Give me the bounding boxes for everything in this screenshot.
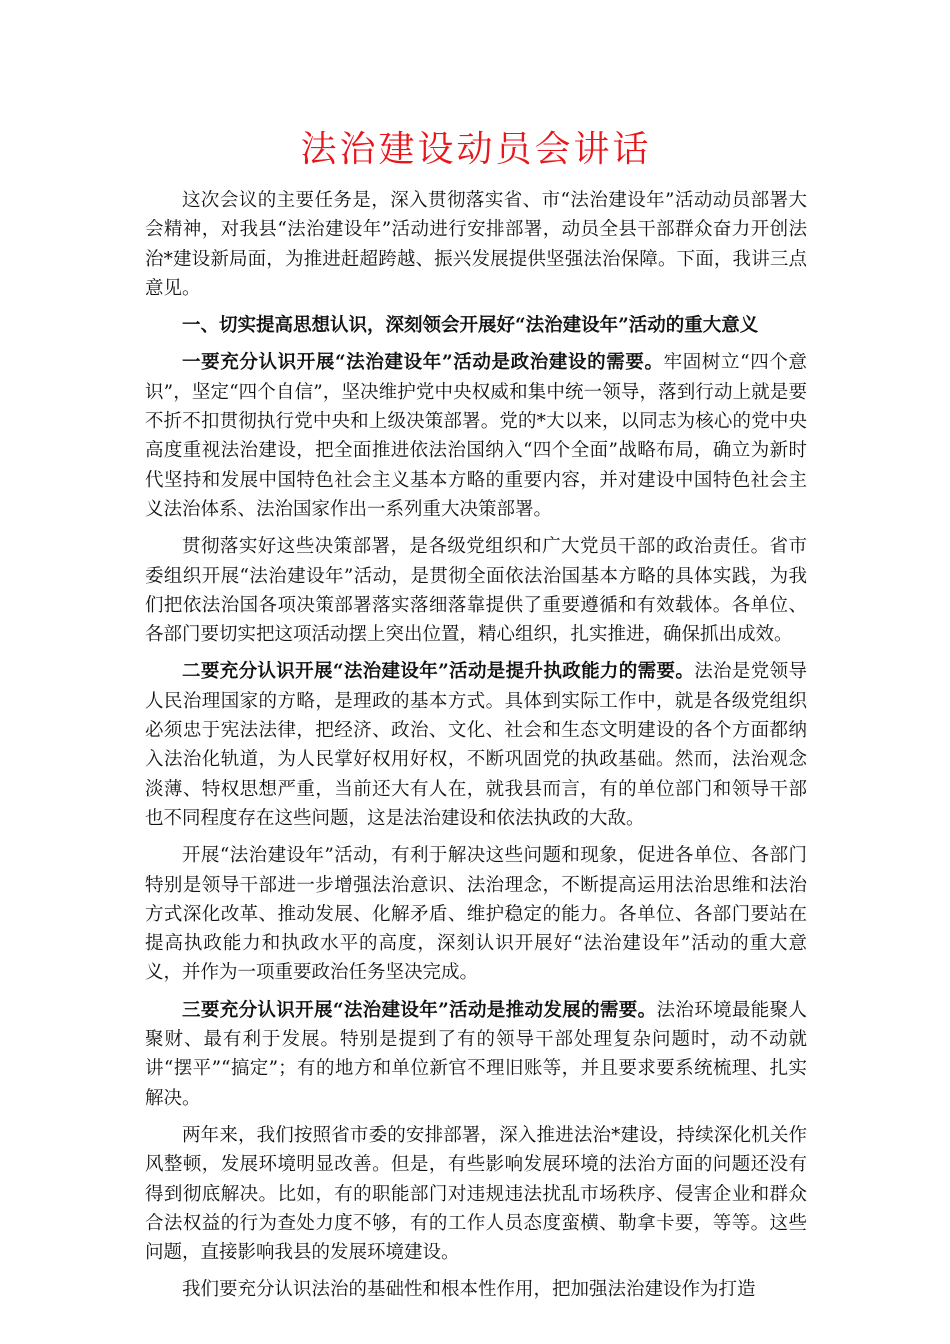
paragraph-lead: 一要充分认识开展“法治建设年”活动是政治建设的需要。 [182, 352, 664, 374]
paragraph-text: 牢固树立“四个意识”，坚定“四个自信”，坚决维护党中央权威和集中统一领导，落到行动上就是要不折不扣贯彻执行党中央和上级决策部署。党的*大以来，以同志为核心的党中央高度重视法治建设，把全面推进依法治国纳入“四个全面”战略布局，确立为新时代坚持和发展中国特色社会主义基本方略的重要内容，并对建设中国特色社会主义法治体系、法治国家作出一系列重大决策部署。 [145, 352, 807, 520]
paragraph-point-2 [145, 657, 807, 833]
paragraph-text: 这次会议的主要任务是，深入贯彻落实省、市“法治建设年”活动动员部署大会精神，对我县“法治建设年”活动进行安排部署，动员全县干部群众奋力开创法治*建设新局面，为推进赶超跨越、振兴发展提供坚强法治保障。下面，我讲三点意见。 [145, 190, 807, 299]
paragraph-text: 法治环境最能聚人聚财、最有利于发展。特别是提到了有的领导干部处理复杂问题时，动不动就讲“摆平”“搞定”；有的地方和单位新官不理旧账等，并且要求要系统梳理、扎实解决。 [145, 999, 807, 1109]
paragraph-point-3 [145, 996, 807, 1113]
document-page [145, 128, 807, 1305]
paragraph-point-1 [145, 348, 807, 524]
paragraph-point-2-cont [145, 841, 807, 987]
paragraph-point-3-cont [145, 1121, 807, 1267]
paragraph-closing [145, 1275, 807, 1304]
paragraph-intro [145, 186, 807, 303]
paragraph-point-1-cont [145, 532, 807, 649]
paragraph-text: 我们要充分认识法治的基础性和根本性作用，把加强法治建设作为打造 [182, 1279, 756, 1301]
paragraph-text: 开展“法治建设年”活动，有利于解决这些问题和现象，促进各单位、各部门特别是领导干部进一步增强法治意识、法治理念，不断提高运用法治思维和法治方式深化改革、推动发展、化解矛盾、维护稳定的能力。各单位、各部门要站在提高执政能力和执政水平的高度，深刻认识开展好“法治建设年”活动的重大意义，并作为一项重要政治任务坚决完成。 [145, 845, 807, 984]
paragraph-lead: 二要充分认识开展“法治建设年”活动是提升执政能力的需要。 [182, 661, 695, 683]
section-heading-1 [145, 311, 807, 340]
paragraph-text: 两年来，我们按照省市委的安排部署，深入推进法治*建设，持续深化机关作风整顿，发展环境明显改善。但是，有些影响发展环境的法治方面的问题还没有得到彻底解决。比如，有的职能部门对违规违法扰乱市场秩序、侵害企业和群众合法权益的行为查处力度不够，有的工作人员态度蛮横、勒拿卡要，等等。这些问题，直接影响我县的发展环境建设。 [145, 1124, 807, 1264]
paragraph-lead: 三要充分认识开展“法治建设年”活动是推动发展的需要。 [182, 999, 657, 1021]
section-heading-text: 一、切实提高思想认识，深刻领会开展好“法治建设年”活动的重大意义 [182, 315, 759, 337]
paragraph-text: 法治是党领导人民治理国家的方略，是理政的基本方式。具体到实际工作中，就是各级党组织必须忠于宪法法律，把经济、政治、文化、社会和生态文明建设的各个方面都纳入法治化轨道，为人民掌好权用好权，不断巩固党的执政基础。然而，法治观念淡薄、特权思想严重，当前还大有人在，就我县而言，有的单位部门和领导干部也不同程度存在这些问题，这是法治建设和依法执政的大敌。 [145, 661, 807, 829]
document-title: 法治建设动员会讲话 [300, 129, 652, 170]
paragraph-text: 贯彻落实好这些决策部署，是各级党组织和广大党员干部的政治责任。省市委组织开展“法治建设年”活动，是贯彻全面依法治国基本方略的具体实践，为我们把依法治国各项决策部署落实落细落靠提供了重要遵循和有效载体。各单位、各部门要切实把这项活动摆上突出位置，精心组织，扎实推进，确保抓出成效。 [145, 536, 807, 646]
